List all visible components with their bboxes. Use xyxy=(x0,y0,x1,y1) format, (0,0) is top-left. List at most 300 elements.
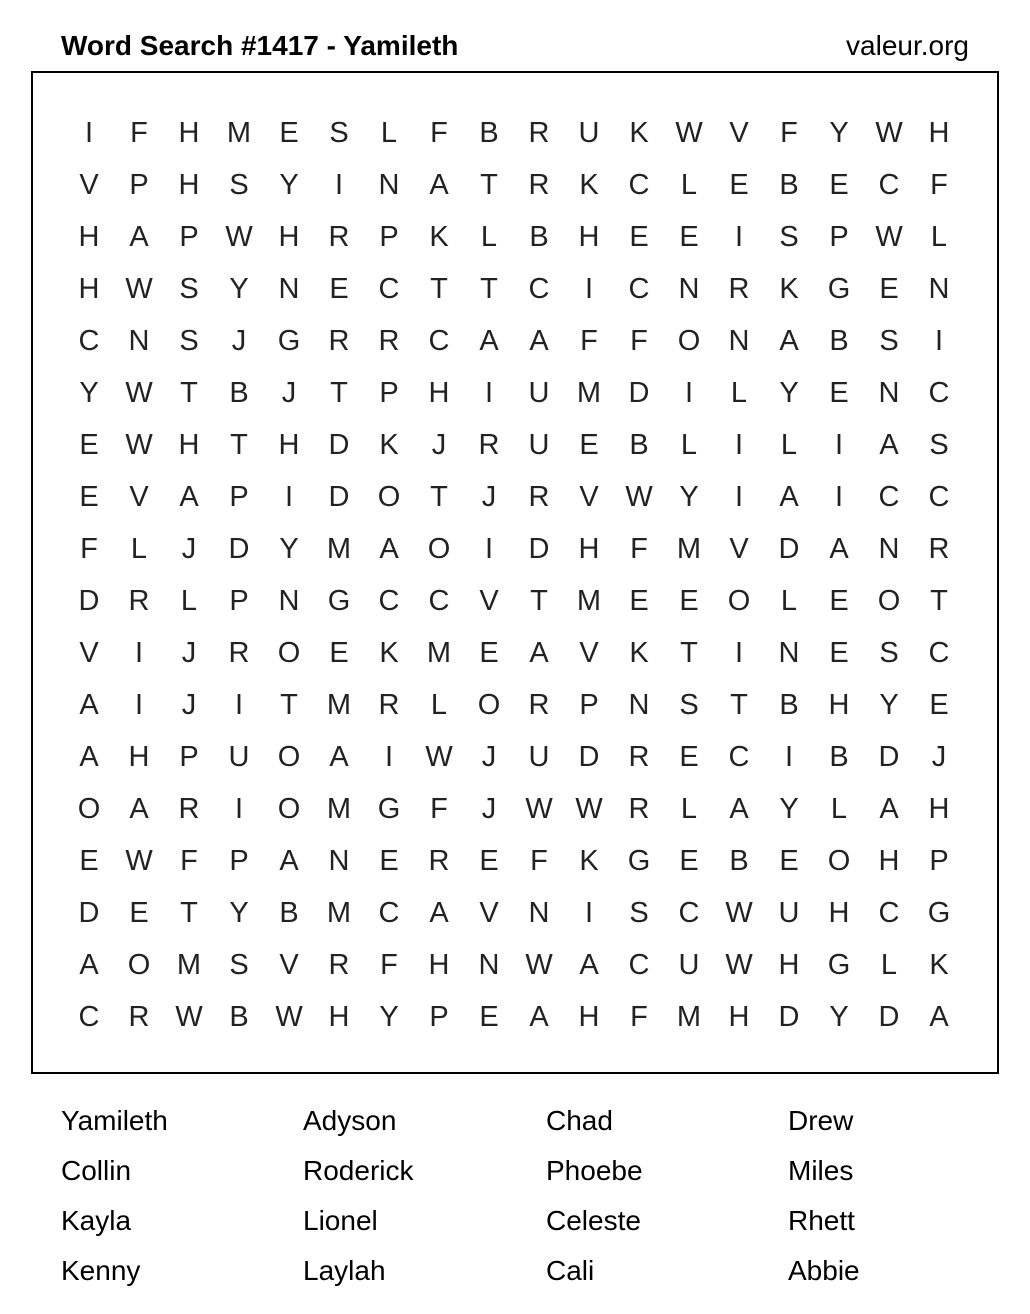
grid-letter[interactable]: W xyxy=(675,117,703,149)
grid-letter[interactable]: B xyxy=(229,377,249,409)
grid-letter[interactable]: W xyxy=(125,429,153,461)
grid-letter[interactable]: P xyxy=(229,845,249,877)
grid-letter[interactable]: W xyxy=(525,793,553,825)
grid-letter[interactable]: D xyxy=(578,741,600,773)
grid-letter[interactable]: E xyxy=(679,221,699,253)
grid-letter[interactable]: D xyxy=(78,585,100,617)
grid-letter[interactable]: M xyxy=(576,585,602,617)
grid-letter[interactable]: T xyxy=(930,585,948,617)
grid-letter[interactable]: J xyxy=(181,533,197,565)
grid-letter[interactable]: N xyxy=(478,949,500,981)
grid-letter[interactable]: A xyxy=(729,793,749,825)
grid-letter[interactable]: G xyxy=(827,949,851,981)
grid-letter[interactable]: S xyxy=(329,117,349,149)
grid-letter[interactable]: I xyxy=(834,429,844,461)
grid-letter[interactable]: F xyxy=(430,117,448,149)
grid-letter[interactable]: W xyxy=(525,949,553,981)
grid-letter[interactable]: E xyxy=(579,429,599,461)
grid-letter[interactable]: E xyxy=(629,585,649,617)
grid-letter[interactable]: E xyxy=(729,169,749,201)
grid-letter[interactable]: P xyxy=(229,481,249,513)
grid-letter[interactable]: U xyxy=(528,741,550,773)
grid-letter[interactable]: F xyxy=(430,793,448,825)
grid-letter[interactable]: T xyxy=(330,377,348,409)
grid-letter[interactable]: Y xyxy=(279,533,299,565)
grid-letter[interactable]: R xyxy=(528,117,550,149)
grid-letter[interactable]: G xyxy=(327,585,351,617)
grid-letter[interactable]: E xyxy=(879,273,899,305)
grid-letter[interactable]: L xyxy=(780,429,798,461)
grid-letter[interactable]: O xyxy=(277,637,301,669)
grid-letter[interactable]: V xyxy=(129,481,149,513)
grid-letter[interactable]: F xyxy=(180,845,198,877)
grid-letter[interactable]: Y xyxy=(779,793,799,825)
grid-letter[interactable]: M xyxy=(176,949,202,981)
grid-letter[interactable]: U xyxy=(228,741,250,773)
grid-letter[interactable]: P xyxy=(929,845,949,877)
grid-letter[interactable]: S xyxy=(179,273,199,305)
grid-letter[interactable]: F xyxy=(580,325,598,357)
grid-letter[interactable]: E xyxy=(79,845,99,877)
grid-letter[interactable]: S xyxy=(179,325,199,357)
grid-letter[interactable]: Y xyxy=(679,481,699,513)
grid-letter[interactable]: A xyxy=(779,481,799,513)
grid-letter[interactable]: H xyxy=(578,221,600,253)
grid-letter[interactable]: K xyxy=(779,273,799,305)
grid-letter[interactable]: I xyxy=(84,117,94,149)
grid-letter[interactable]: P xyxy=(129,169,149,201)
grid-letter[interactable]: C xyxy=(878,481,900,513)
grid-letter[interactable]: A xyxy=(579,949,599,981)
grid-letter[interactable]: E xyxy=(479,1001,499,1033)
grid-letter[interactable]: A xyxy=(879,793,899,825)
grid-letter[interactable]: T xyxy=(230,429,248,461)
grid-letter[interactable]: W xyxy=(575,793,603,825)
grid-letter[interactable]: A xyxy=(529,637,549,669)
grid-letter[interactable]: D xyxy=(78,897,100,929)
grid-letter[interactable]: N xyxy=(378,169,400,201)
grid-letter[interactable]: B xyxy=(829,741,849,773)
grid-letter[interactable]: A xyxy=(479,325,499,357)
grid-letter[interactable]: G xyxy=(927,897,951,929)
grid-letter[interactable]: E xyxy=(479,637,499,669)
grid-letter[interactable]: H xyxy=(328,1001,350,1033)
grid-letter[interactable]: J xyxy=(481,741,497,773)
grid-letter[interactable]: A xyxy=(79,741,99,773)
grid-letter[interactable]: V xyxy=(279,949,299,981)
grid-letter[interactable]: H xyxy=(928,793,950,825)
grid-letter[interactable]: I xyxy=(384,741,394,773)
grid-letter[interactable]: Y xyxy=(829,1001,849,1033)
grid-letter[interactable]: N xyxy=(528,897,550,929)
grid-letter[interactable]: Y xyxy=(279,169,299,201)
grid-letter[interactable]: L xyxy=(930,221,948,253)
grid-letter[interactable]: F xyxy=(930,169,948,201)
grid-letter[interactable]: C xyxy=(378,585,400,617)
grid-letter[interactable]: N xyxy=(878,377,900,409)
grid-letter[interactable]: P xyxy=(579,689,599,721)
grid-letter[interactable]: T xyxy=(180,377,198,409)
grid-letter[interactable]: N xyxy=(128,325,150,357)
grid-letter[interactable]: D xyxy=(328,429,350,461)
grid-letter[interactable]: T xyxy=(730,689,748,721)
grid-letter[interactable]: A xyxy=(879,429,899,461)
grid-letter[interactable]: P xyxy=(429,1001,449,1033)
grid-letter[interactable]: H xyxy=(278,221,300,253)
grid-letter[interactable]: O xyxy=(127,949,151,981)
grid-letter[interactable]: E xyxy=(829,637,849,669)
grid-letter[interactable]: Y xyxy=(879,689,899,721)
grid-letter[interactable]: O xyxy=(77,793,101,825)
grid-letter[interactable]: V xyxy=(579,481,599,513)
grid-letter[interactable]: R xyxy=(328,221,350,253)
grid-letter[interactable]: A xyxy=(929,1001,949,1033)
grid-letter[interactable]: R xyxy=(478,429,500,461)
grid-letter[interactable]: D xyxy=(328,481,350,513)
grid-letter[interactable]: H xyxy=(828,897,850,929)
grid-letter[interactable]: R xyxy=(378,325,400,357)
grid-letter[interactable]: E xyxy=(79,481,99,513)
grid-letter[interactable]: N xyxy=(328,845,350,877)
grid-letter[interactable]: J xyxy=(431,429,447,461)
grid-letter[interactable]: N xyxy=(728,325,750,357)
grid-letter[interactable]: R xyxy=(528,169,550,201)
grid-letter[interactable]: W xyxy=(625,481,653,513)
grid-letter[interactable]: Y xyxy=(229,273,249,305)
grid-letter[interactable]: D xyxy=(778,533,800,565)
grid-letter[interactable]: E xyxy=(329,273,349,305)
grid-letter[interactable]: S xyxy=(229,949,249,981)
grid-letter[interactable]: E xyxy=(829,377,849,409)
grid-letter[interactable]: D xyxy=(228,533,250,565)
grid-letter[interactable]: H xyxy=(928,117,950,149)
grid-letter[interactable]: K xyxy=(929,949,949,981)
grid-letter[interactable]: I xyxy=(234,793,244,825)
grid-letter[interactable]: N xyxy=(278,585,300,617)
grid-letter[interactable]: H xyxy=(178,429,200,461)
grid-letter[interactable]: O xyxy=(427,533,451,565)
grid-letter[interactable]: H xyxy=(78,221,100,253)
grid-letter[interactable]: D xyxy=(528,533,550,565)
grid-letter[interactable]: P xyxy=(379,377,399,409)
grid-letter[interactable]: Y xyxy=(79,377,99,409)
grid-letter[interactable]: E xyxy=(679,845,699,877)
grid-letter[interactable]: C xyxy=(628,949,650,981)
grid-letter[interactable]: N xyxy=(628,689,650,721)
grid-letter[interactable]: O xyxy=(677,325,701,357)
grid-letter[interactable]: C xyxy=(728,741,750,773)
grid-letter[interactable]: M xyxy=(426,637,452,669)
grid-letter[interactable]: J xyxy=(481,481,497,513)
grid-letter[interactable]: H xyxy=(178,117,200,149)
grid-letter[interactable]: K xyxy=(629,637,649,669)
grid-letter[interactable]: R xyxy=(728,273,750,305)
grid-letter[interactable]: B xyxy=(279,897,299,929)
grid-letter[interactable]: F xyxy=(80,533,98,565)
grid-letter[interactable]: M xyxy=(326,689,352,721)
grid-letter[interactable]: W xyxy=(125,845,153,877)
grid-letter[interactable]: A xyxy=(179,481,199,513)
grid-letter[interactable]: V xyxy=(79,637,99,669)
grid-letter[interactable]: R xyxy=(628,741,650,773)
grid-letter[interactable]: R xyxy=(328,949,350,981)
grid-letter[interactable]: N xyxy=(878,533,900,565)
grid-letter[interactable]: R xyxy=(528,689,550,721)
grid-letter[interactable]: D xyxy=(878,741,900,773)
grid-letter[interactable]: H xyxy=(78,273,100,305)
grid-letter[interactable]: J xyxy=(931,741,947,773)
grid-letter[interactable]: E xyxy=(79,429,99,461)
grid-letter[interactable]: I xyxy=(134,637,144,669)
grid-letter[interactable]: I xyxy=(734,481,744,513)
grid-letter[interactable]: I xyxy=(784,741,794,773)
grid-letter[interactable]: P xyxy=(379,221,399,253)
grid-letter[interactable]: S xyxy=(679,689,699,721)
grid-letter[interactable]: I xyxy=(284,481,294,513)
grid-letter[interactable]: H xyxy=(278,429,300,461)
grid-letter[interactable]: R xyxy=(328,325,350,357)
grid-letter[interactable]: E xyxy=(679,585,699,617)
grid-letter[interactable]: L xyxy=(430,689,448,721)
grid-letter[interactable]: U xyxy=(678,949,700,981)
grid-letter[interactable]: S xyxy=(629,897,649,929)
grid-letter[interactable]: W xyxy=(875,117,903,149)
grid-letter[interactable]: W xyxy=(725,949,753,981)
grid-letter[interactable]: Y xyxy=(829,117,849,149)
grid-letter[interactable]: T xyxy=(680,637,698,669)
grid-letter[interactable]: E xyxy=(679,741,699,773)
grid-letter[interactable]: N xyxy=(778,637,800,669)
grid-letter[interactable]: I xyxy=(734,429,744,461)
grid-letter[interactable]: E xyxy=(379,845,399,877)
grid-letter[interactable]: I xyxy=(234,689,244,721)
grid-letter[interactable]: H xyxy=(778,949,800,981)
grid-letter[interactable]: T xyxy=(430,481,448,513)
grid-letter[interactable]: D xyxy=(628,377,650,409)
grid-letter[interactable]: A xyxy=(429,897,449,929)
grid-letter[interactable]: A xyxy=(279,845,299,877)
grid-letter[interactable]: F xyxy=(630,1001,648,1033)
grid-letter[interactable]: F xyxy=(630,533,648,565)
grid-letter[interactable]: Y xyxy=(379,1001,399,1033)
grid-letter[interactable]: E xyxy=(479,845,499,877)
grid-letter[interactable]: C xyxy=(678,897,700,929)
grid-letter[interactable]: N xyxy=(278,273,300,305)
grid-letter[interactable]: K xyxy=(629,117,649,149)
grid-letter[interactable]: U xyxy=(528,429,550,461)
grid-letter[interactable]: H xyxy=(828,689,850,721)
grid-letter[interactable]: H xyxy=(428,377,450,409)
grid-letter[interactable]: C xyxy=(628,273,650,305)
grid-letter[interactable]: B xyxy=(779,689,799,721)
grid-letter[interactable]: S xyxy=(779,221,799,253)
grid-letter[interactable]: M xyxy=(226,117,252,149)
grid-letter[interactable]: O xyxy=(377,481,401,513)
grid-letter[interactable]: D xyxy=(778,1001,800,1033)
grid-letter[interactable]: H xyxy=(178,169,200,201)
grid-letter[interactable]: F xyxy=(380,949,398,981)
grid-letter[interactable]: I xyxy=(734,221,744,253)
grid-letter[interactable]: S xyxy=(229,169,249,201)
grid-letter[interactable]: I xyxy=(484,533,494,565)
grid-letter[interactable]: R xyxy=(378,689,400,721)
grid-letter[interactable]: N xyxy=(928,273,950,305)
grid-letter[interactable]: O xyxy=(277,793,301,825)
grid-letter[interactable]: F xyxy=(130,117,148,149)
grid-letter[interactable]: E xyxy=(779,845,799,877)
grid-letter[interactable]: L xyxy=(780,585,798,617)
grid-letter[interactable]: E xyxy=(329,637,349,669)
grid-letter[interactable]: B xyxy=(479,117,499,149)
grid-letter[interactable]: T xyxy=(180,897,198,929)
grid-letter[interactable]: I xyxy=(584,897,594,929)
grid-letter[interactable]: L xyxy=(180,585,198,617)
grid-letter[interactable]: A xyxy=(829,533,849,565)
grid-letter[interactable]: O xyxy=(877,585,901,617)
grid-letter[interactable]: J xyxy=(181,689,197,721)
grid-letter[interactable]: B xyxy=(229,1001,249,1033)
grid-letter[interactable]: O xyxy=(727,585,751,617)
grid-letter[interactable]: C xyxy=(928,637,950,669)
grid-letter[interactable]: B xyxy=(829,325,849,357)
grid-letter[interactable]: B xyxy=(629,429,649,461)
grid-letter[interactable]: A xyxy=(79,689,99,721)
grid-letter[interactable]: J xyxy=(481,793,497,825)
grid-letter[interactable]: A xyxy=(129,221,149,253)
grid-letter[interactable]: E xyxy=(129,897,149,929)
grid-letter[interactable]: I xyxy=(584,273,594,305)
grid-letter[interactable]: O xyxy=(827,845,851,877)
grid-letter[interactable]: H xyxy=(878,845,900,877)
grid-letter[interactable]: F xyxy=(530,845,548,877)
grid-letter[interactable]: I xyxy=(934,325,944,357)
grid-letter[interactable]: O xyxy=(477,689,501,721)
grid-letter[interactable]: L xyxy=(880,949,898,981)
grid-letter[interactable]: V xyxy=(579,637,599,669)
grid-letter[interactable]: A xyxy=(379,533,399,565)
grid-letter[interactable]: F xyxy=(780,117,798,149)
grid-letter[interactable]: M xyxy=(676,533,702,565)
grid-letter[interactable]: B xyxy=(779,169,799,201)
grid-letter[interactable]: U xyxy=(528,377,550,409)
grid-letter[interactable]: H xyxy=(428,949,450,981)
grid-letter[interactable]: J xyxy=(181,637,197,669)
grid-letter[interactable]: G xyxy=(377,793,401,825)
grid-letter[interactable]: E xyxy=(829,169,849,201)
grid-letter[interactable]: R xyxy=(528,481,550,513)
grid-letter[interactable]: R xyxy=(178,793,200,825)
grid-letter[interactable]: A xyxy=(79,949,99,981)
grid-letter[interactable]: P xyxy=(179,741,199,773)
grid-letter[interactable]: G xyxy=(277,325,301,357)
grid-letter[interactable]: V xyxy=(479,585,499,617)
grid-letter[interactable]: V xyxy=(729,533,749,565)
grid-letter[interactable]: G xyxy=(627,845,651,877)
grid-letter[interactable]: W xyxy=(725,897,753,929)
grid-letter[interactable]: W xyxy=(275,1001,303,1033)
grid-letter[interactable]: S xyxy=(929,429,949,461)
grid-letter[interactable]: A xyxy=(779,325,799,357)
grid-letter[interactable]: R xyxy=(128,585,150,617)
grid-letter[interactable]: V xyxy=(479,897,499,929)
grid-letter[interactable]: R xyxy=(228,637,250,669)
grid-letter[interactable]: E xyxy=(829,585,849,617)
grid-letter[interactable]: K xyxy=(379,429,399,461)
grid-letter[interactable]: C xyxy=(428,585,450,617)
grid-letter[interactable]: A xyxy=(529,325,549,357)
grid-letter[interactable]: P xyxy=(829,221,849,253)
grid-letter[interactable]: H xyxy=(128,741,150,773)
grid-letter[interactable]: I xyxy=(684,377,694,409)
grid-letter[interactable]: C xyxy=(878,897,900,929)
grid-letter[interactable]: G xyxy=(827,273,851,305)
grid-letter[interactable]: W xyxy=(175,1001,203,1033)
grid-letter[interactable]: U xyxy=(778,897,800,929)
grid-letter[interactable]: R xyxy=(128,1001,150,1033)
grid-letter[interactable]: E xyxy=(929,689,949,721)
grid-letter[interactable]: M xyxy=(676,1001,702,1033)
grid-letter[interactable]: K xyxy=(579,169,599,201)
grid-letter[interactable]: L xyxy=(680,169,698,201)
grid-letter[interactable]: C xyxy=(528,273,550,305)
grid-letter[interactable]: M xyxy=(326,793,352,825)
grid-letter[interactable]: A xyxy=(129,793,149,825)
grid-letter[interactable]: W xyxy=(225,221,253,253)
grid-letter[interactable]: H xyxy=(578,1001,600,1033)
grid-letter[interactable]: W xyxy=(125,377,153,409)
grid-letter[interactable]: A xyxy=(329,741,349,773)
grid-letter[interactable]: A xyxy=(429,169,449,201)
grid-letter[interactable]: O xyxy=(277,741,301,773)
grid-letter[interactable]: C xyxy=(378,273,400,305)
grid-letter[interactable]: M xyxy=(576,377,602,409)
grid-letter[interactable]: J xyxy=(281,377,297,409)
grid-letter[interactable]: L xyxy=(480,221,498,253)
grid-letter[interactable]: W xyxy=(125,273,153,305)
grid-letter[interactable]: K xyxy=(429,221,449,253)
grid-letter[interactable]: P xyxy=(229,585,249,617)
grid-letter[interactable]: F xyxy=(630,325,648,357)
grid-letter[interactable]: Y xyxy=(229,897,249,929)
grid-letter[interactable]: L xyxy=(680,429,698,461)
grid-letter[interactable]: C xyxy=(428,325,450,357)
grid-letter[interactable]: I xyxy=(734,637,744,669)
grid-letter[interactable]: U xyxy=(578,117,600,149)
grid-letter[interactable]: L xyxy=(380,117,398,149)
grid-letter[interactable]: R xyxy=(928,533,950,565)
grid-letter[interactable]: W xyxy=(425,741,453,773)
grid-letter[interactable]: L xyxy=(730,377,748,409)
grid-letter[interactable]: M xyxy=(326,897,352,929)
grid-letter[interactable]: D xyxy=(878,1001,900,1033)
grid-letter[interactable]: L xyxy=(680,793,698,825)
grid-letter[interactable]: E xyxy=(629,221,649,253)
grid-letter[interactable]: W xyxy=(875,221,903,253)
grid-letter[interactable]: H xyxy=(578,533,600,565)
grid-letter[interactable]: I xyxy=(834,481,844,513)
grid-letter[interactable]: C xyxy=(928,481,950,513)
grid-letter[interactable]: T xyxy=(480,169,498,201)
grid-letter[interactable]: R xyxy=(428,845,450,877)
grid-letter[interactable]: I xyxy=(134,689,144,721)
grid-letter[interactable]: J xyxy=(231,325,247,357)
grid-letter[interactable]: E xyxy=(279,117,299,149)
grid-letter[interactable]: B xyxy=(729,845,749,877)
grid-letter[interactable]: C xyxy=(378,897,400,929)
grid-letter[interactable]: H xyxy=(728,1001,750,1033)
grid-letter[interactable]: T xyxy=(530,585,548,617)
grid-letter[interactable]: B xyxy=(529,221,549,253)
